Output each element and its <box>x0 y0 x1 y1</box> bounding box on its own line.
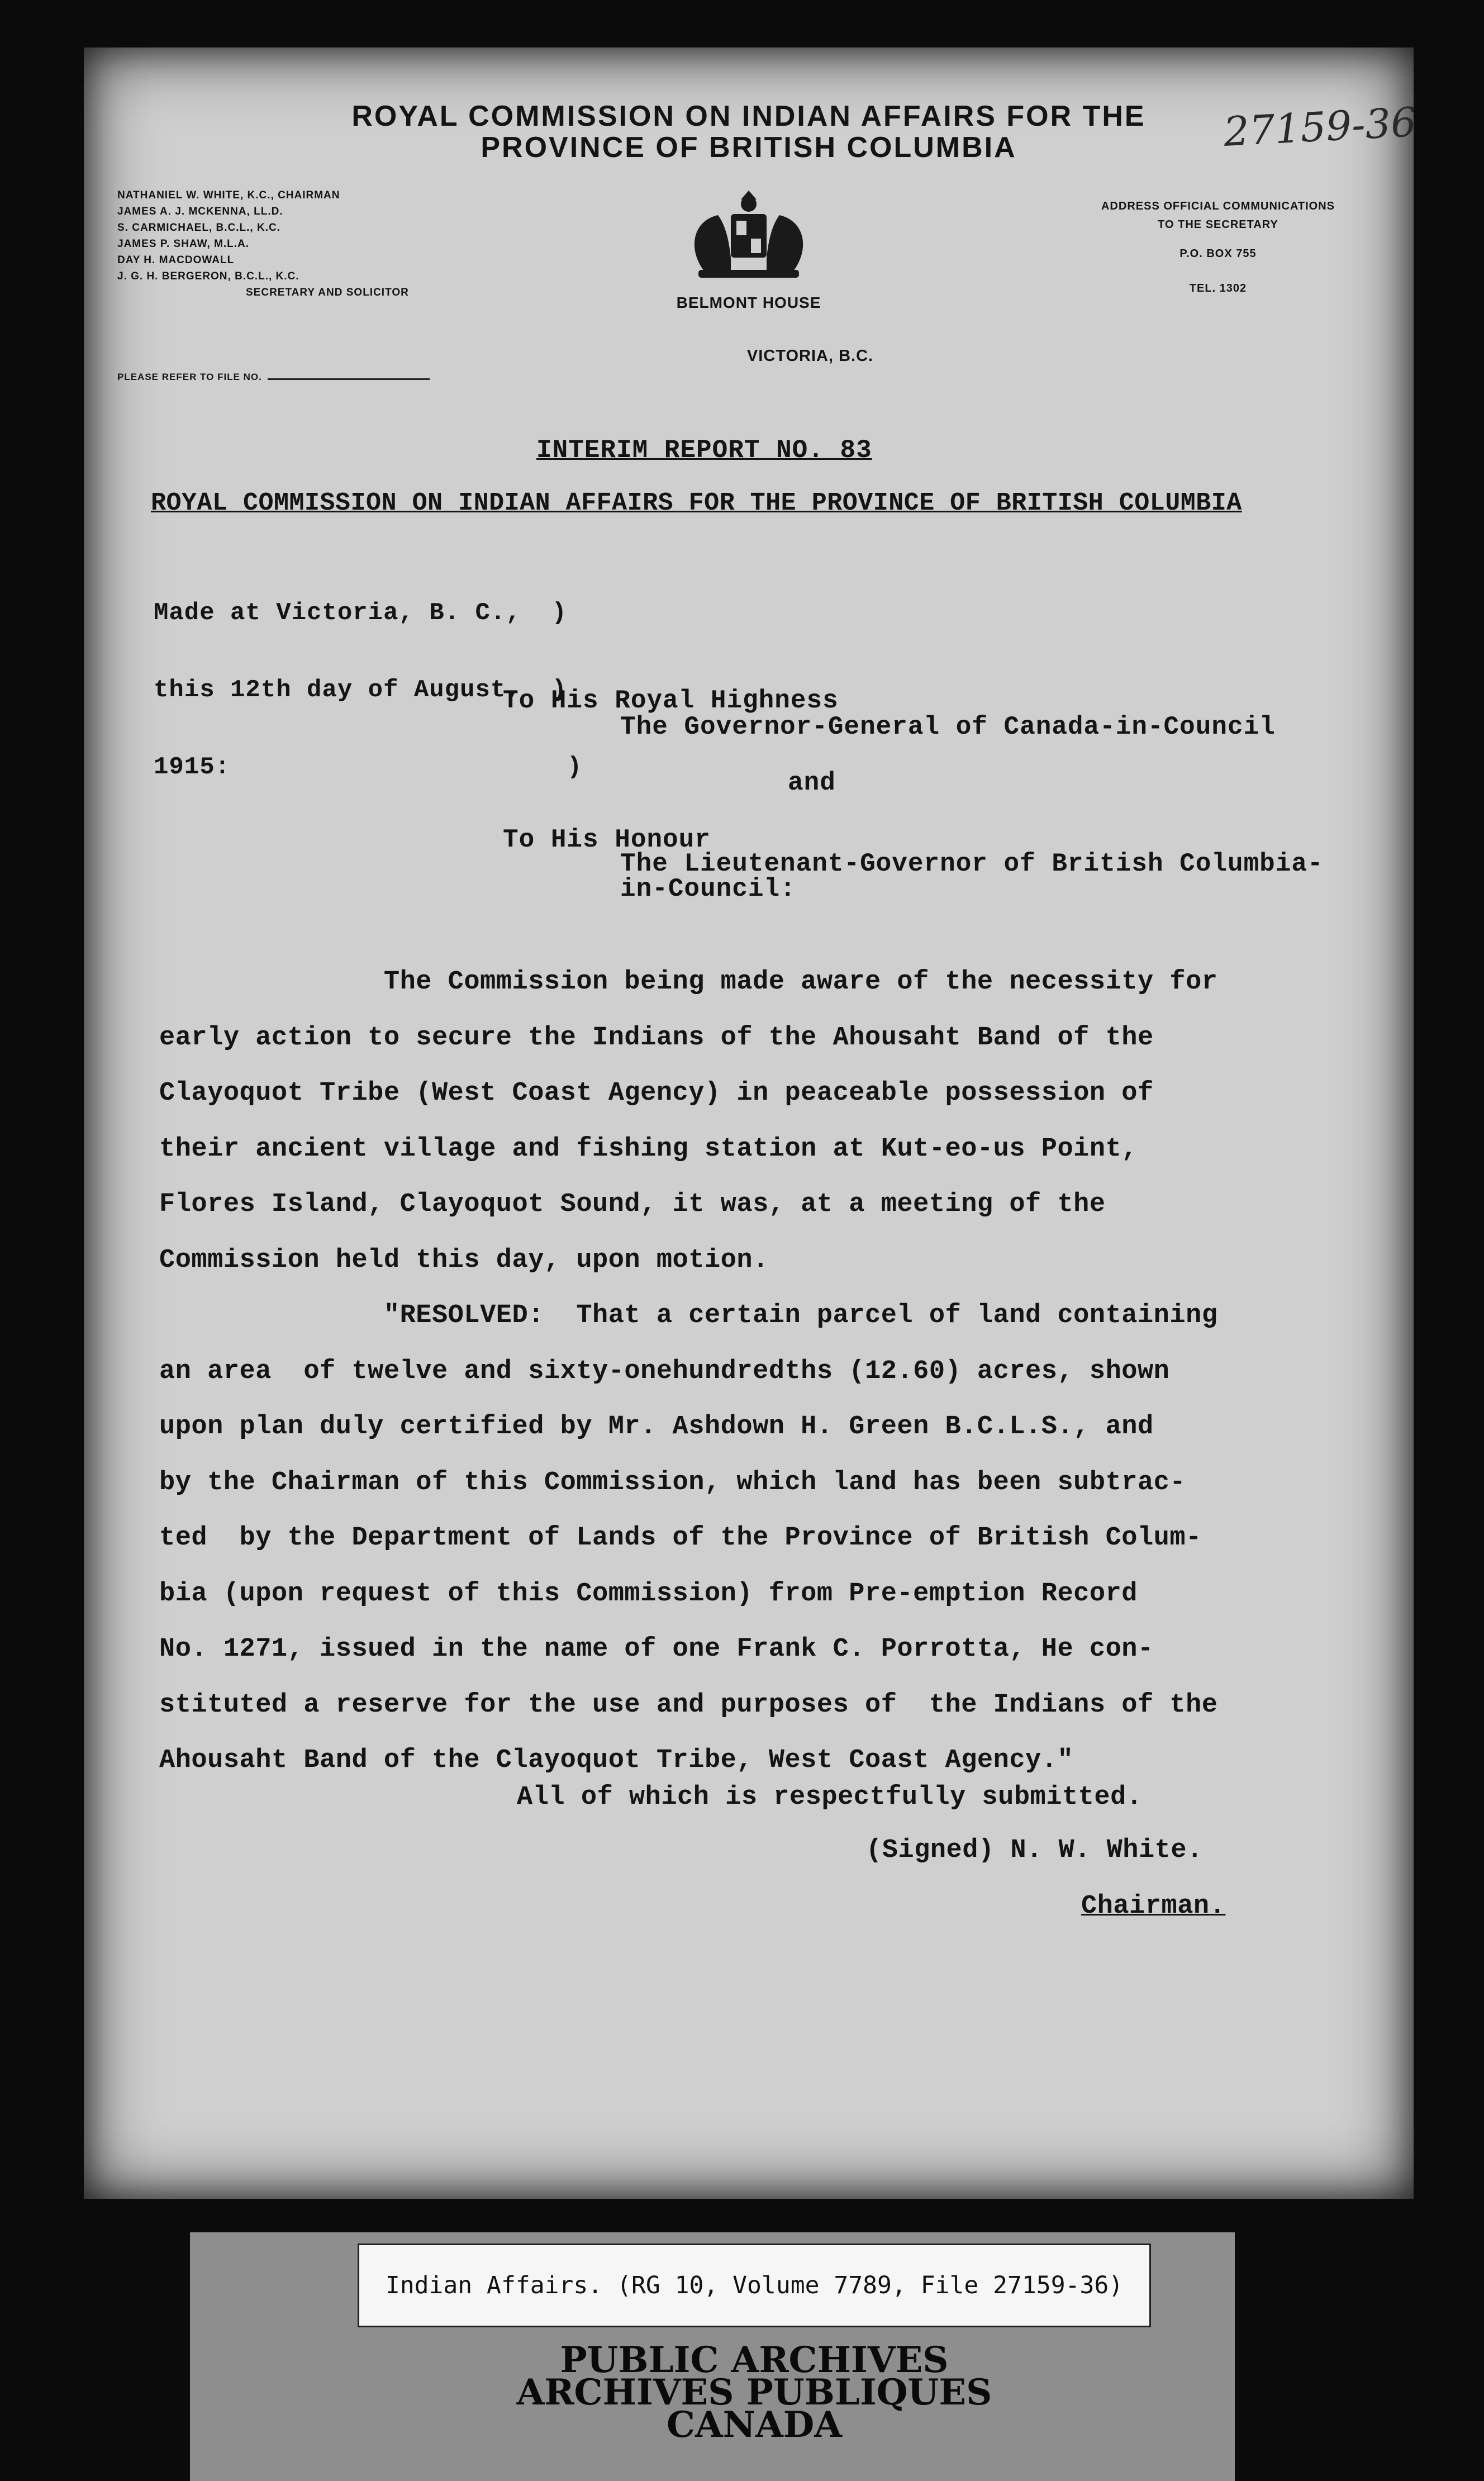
body-line: stituted a reserve for the use and purposes of the Indians of the <box>159 1690 1218 1720</box>
body-line: Commission held this day, upon motion. <box>159 1245 769 1275</box>
public-archives-stamp <box>503 2339 1006 2446</box>
body-line: bia (upon request of this Commission) from Pre-emption Record <box>159 1579 1138 1609</box>
member-line: J. G. H. BERGERON, B.C.L., K.C. <box>117 270 299 282</box>
closing-line: All of which is respectfully submitted. <box>517 1783 1143 1812</box>
archive-reference-text: Indian Affairs. (RG 10, Volume 7789, File 27159-36) <box>385 2271 1124 2299</box>
address-line2: TO THE SECRETARY <box>1158 218 1278 231</box>
member-line: DAY H. MACDOWALL <box>117 254 235 266</box>
body-line: their ancient village and fishing station at Kut-eo-us Point, <box>159 1134 1138 1164</box>
body-line: The Commission being made aware of the necessity for <box>159 967 1218 997</box>
addressee-2-line3: in-Council: <box>620 874 796 904</box>
body-line: Ahousaht Band of the Clayoquot Tribe, West Coast Agency." <box>159 1746 1074 1775</box>
body-line: upon plan duly certified by Mr. Ashdown H. Green B.C.L.S., and <box>159 1412 1154 1442</box>
addressee-1-line2: The Governor-General of Canada-in-Council <box>620 712 1276 742</box>
royal-crest-icon <box>665 187 833 282</box>
made-at-line: 1915: ) <box>154 753 583 781</box>
report-heading: INTERIM REPORT NO. 83 <box>536 436 872 465</box>
commission-members-list <box>117 187 475 301</box>
victoria-bc: VICTORIA, B.C. <box>746 347 874 365</box>
made-at-line: Made at Victoria, B. C., ) <box>154 599 567 627</box>
body-line: Clayoquot Tribe (West Coast Agency) in peaceable possession of <box>159 1078 1154 1108</box>
stamp-line1: PUBLIC ARCHIVES <box>560 2339 949 2381</box>
member-line: NATHANIEL W. WHITE, K.C., CHAIRMAN <box>117 189 340 201</box>
member-line: JAMES A. J. MCKENNA, LL.D. <box>117 206 283 217</box>
body-line: "RESOLVED: That a certain parcel of land containing <box>159 1301 1218 1330</box>
made-at-line: this 12th day of August, ) <box>154 676 567 704</box>
po-box: P.O. BOX 755 <box>1179 248 1257 260</box>
body-line: an area of twelve and sixty-onehundredths (12.60) acres, shown <box>159 1356 1170 1386</box>
secretary-line: SECRETARY AND SOLICITOR <box>246 287 409 298</box>
file-reference-label: PLEASE REFER TO FILE NO. <box>117 372 262 382</box>
made-at-block <box>154 549 582 806</box>
telephone: TEL. 1302 <box>1189 282 1247 294</box>
stamp-line2: ARCHIVES PUBLIQUES <box>516 2371 992 2413</box>
member-line: S. CARMICHAEL, B.C.L., K.C. <box>117 222 280 234</box>
body-line: by the Chairman of this Commission, which land has been subtrac- <box>159 1467 1186 1498</box>
report-body <box>159 954 1218 1789</box>
belmont-house: BELMONT HOUSE <box>676 294 821 311</box>
file-reference-blank <box>268 378 430 380</box>
letterhead-title-line2: PROVINCE OF BRITISH COLUMBIA <box>481 131 1017 164</box>
member-line: JAMES P. SHAW, M.L.A. <box>117 238 250 250</box>
file-reference <box>117 369 430 385</box>
body-line: ted by the Department of Lands of the Province of British Colum- <box>159 1523 1202 1553</box>
body-line: early action to secure the Indians of the Ahousaht Band of the <box>159 1023 1154 1053</box>
stamp-line3: CANADA <box>667 2404 842 2446</box>
signatory-title: Chairman. <box>1081 1891 1226 1921</box>
body-line: Flores Island, Clayoquot Sound, it was, at a meeting of the <box>159 1190 1106 1219</box>
addressee-2-line2: The Lieutenant-Governor of British Columbia- <box>620 849 1324 878</box>
archive-reference-label <box>358 2244 1151 2327</box>
body-line: No. 1271, issued in the name of one Frank C. Porrotta, He con- <box>159 1634 1154 1664</box>
signature-line: (Signed) N. W. White. <box>866 1836 1203 1865</box>
letterhead-title-line1: ROYAL COMMISSION ON INDIAN AFFAIRS FOR THE <box>351 100 1146 132</box>
addressee-1-line1: To His Royal Highness <box>503 686 839 715</box>
address-line1: ADDRESS OFFICIAL COMMUNICATIONS <box>1101 200 1335 212</box>
and-connector: and <box>788 768 836 797</box>
handwritten-file-number: 27159-36 <box>1223 98 1418 155</box>
addressee-2-line1: To His Honour <box>503 825 711 854</box>
report-subheading: ROYAL COMMISSION ON INDIAN AFFAIRS FOR THE PROVINCE OF BRITISH COLUMBIA <box>151 489 1242 517</box>
